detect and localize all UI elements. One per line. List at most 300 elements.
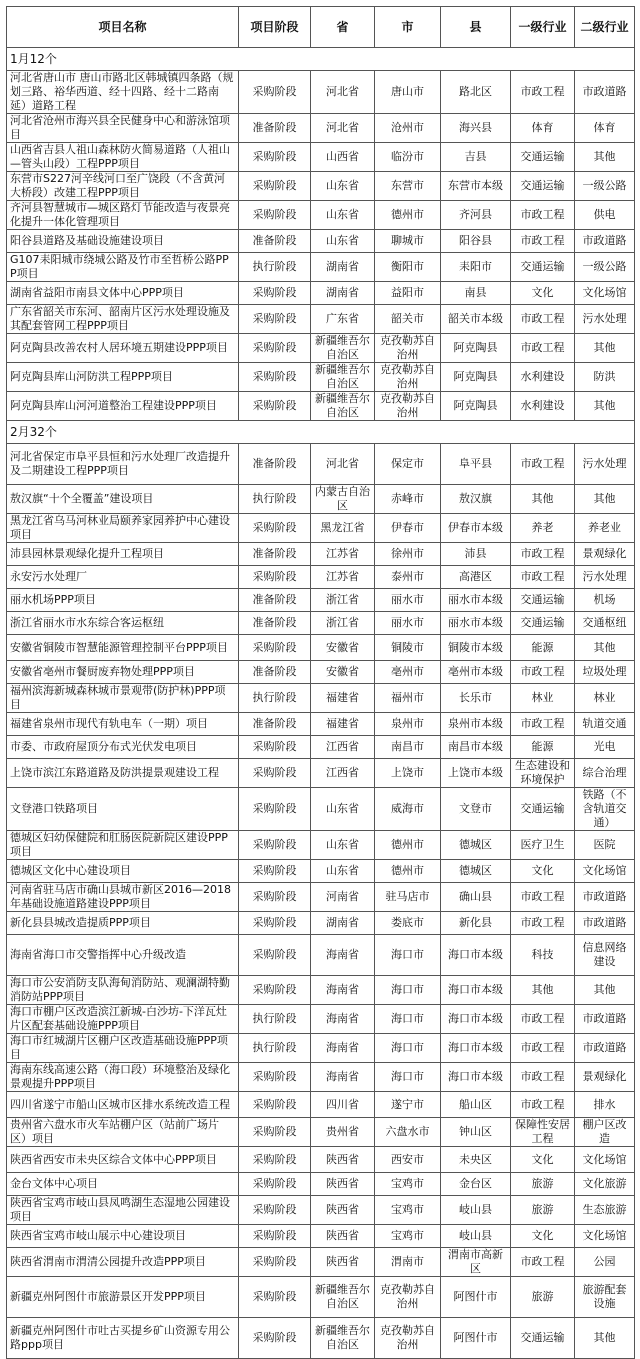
city-cell: 丽水市 [375,589,441,612]
province-cell: 贵州省 [311,1118,375,1147]
stage-cell: 准备阶段 [239,543,311,566]
province-cell: 山东省 [311,860,375,883]
industry-1-cell: 文化 [511,1147,575,1173]
province-cell: 安徽省 [311,635,375,661]
province-cell: 广东省 [311,305,375,334]
industry-2-cell: 市政道路 [575,912,635,935]
province-cell: 陕西省 [311,1147,375,1173]
project-name-cell: 山西省吉县人祖山森林防火简易道路（人祖山—管头山段）工程PPP项目 [7,143,239,172]
county-cell: 文登市 [441,788,511,831]
province-cell: 江苏省 [311,566,375,589]
project-name-cell: 贵州省六盘水市火车站棚户区（站前广场片区）项目 [7,1118,239,1147]
province-cell: 浙江省 [311,589,375,612]
industry-1-cell: 交通运输 [511,172,575,201]
industry-1-cell: 市政工程 [511,71,575,114]
header-stage: 项目阶段 [239,7,311,48]
header-industry-1: 一级行业 [511,7,575,48]
city-cell: 克孜勒苏自治州 [375,363,441,392]
industry-2-cell: 污水处理 [575,444,635,485]
table-row [7,1225,635,1248]
county-cell: 敖汉旗 [441,485,511,514]
industry-1-cell: 交通运输 [511,788,575,831]
county-cell: 丽水市本级 [441,589,511,612]
province-cell: 陕西省 [311,1173,375,1196]
industry-2-cell: 文化场馆 [575,282,635,305]
table-row [7,543,635,566]
city-cell: 海口市 [375,935,441,976]
industry-2-cell: 文化场馆 [575,1225,635,1248]
county-cell: 亳州市本级 [441,661,511,684]
city-cell: 上饶市 [375,759,441,788]
city-cell: 福州市 [375,684,441,713]
table-row [7,514,635,543]
city-cell: 德州市 [375,860,441,883]
project-name-cell: 市委、市政府屋顶分布式光伏发电项目 [7,736,239,759]
header-province: 省 [311,7,375,48]
stage-cell: 采购阶段 [239,635,311,661]
table-header-row [7,7,635,48]
stage-cell: 采购阶段 [239,1248,311,1277]
city-cell: 渭南市 [375,1248,441,1277]
industry-2-cell: 其他 [575,976,635,1005]
stage-cell: 采购阶段 [239,860,311,883]
industry-1-cell: 市政工程 [511,543,575,566]
industry-1-cell: 体育 [511,114,575,143]
province-cell: 新疆维吾尔自治区 [311,1277,375,1318]
province-cell: 新疆维吾尔自治区 [311,363,375,392]
stage-cell: 采购阶段 [239,143,311,172]
city-cell: 克孜勒苏自治州 [375,1277,441,1318]
city-cell: 海口市 [375,976,441,1005]
table-row [7,860,635,883]
city-cell: 六盘水市 [375,1118,441,1147]
county-cell: 阿克陶县 [441,392,511,421]
county-cell: 德城区 [441,831,511,860]
city-cell: 韶关市 [375,305,441,334]
stage-cell: 采购阶段 [239,883,311,912]
stage-cell: 准备阶段 [239,612,311,635]
city-cell: 威海市 [375,788,441,831]
stage-cell: 准备阶段 [239,230,311,253]
table-row [7,282,635,305]
industry-1-cell: 市政工程 [511,713,575,736]
city-cell: 保定市 [375,444,441,485]
stage-cell: 执行阶段 [239,684,311,713]
industry-2-cell: 林业 [575,684,635,713]
industry-2-cell: 供电 [575,201,635,230]
province-cell: 海南省 [311,1005,375,1034]
city-cell: 西安市 [375,1147,441,1173]
table-row [7,736,635,759]
stage-cell: 准备阶段 [239,114,311,143]
industry-1-cell: 水利建设 [511,363,575,392]
county-cell: 德城区 [441,860,511,883]
industry-2-cell: 铁路（不含轨道交通） [575,788,635,831]
county-cell: 铜陵市本级 [441,635,511,661]
project-name-cell: 安徽省亳州市餐厨废弃物处理PPP项目 [7,661,239,684]
city-cell: 德州市 [375,201,441,230]
county-cell: 南县 [441,282,511,305]
city-cell: 宝鸡市 [375,1196,441,1225]
province-cell: 山东省 [311,172,375,201]
section-title: 1月12个 [7,48,635,71]
project-name-cell: 新疆克州阿图什市旅游景区开发PPP项目 [7,1277,239,1318]
city-cell: 唐山市 [375,71,441,114]
city-cell: 亳州市 [375,661,441,684]
table-row [7,1147,635,1173]
industry-2-cell: 旅游配套设施 [575,1277,635,1318]
province-cell: 新疆维吾尔自治区 [311,334,375,363]
industry-2-cell: 市政道路 [575,1034,635,1063]
province-cell: 江西省 [311,759,375,788]
table-row [7,684,635,713]
project-name-cell: 文登港口铁路项目 [7,788,239,831]
project-name-cell: 陕西省西安市未央区综合文体中心PPP项目 [7,1147,239,1173]
industry-2-cell: 文化旅游 [575,1173,635,1196]
section-header-row [7,421,635,444]
province-cell: 河北省 [311,114,375,143]
industry-1-cell: 其他 [511,976,575,1005]
industry-1-cell: 生态建设和环境保护 [511,759,575,788]
table-row [7,661,635,684]
industry-2-cell: 市政道路 [575,883,635,912]
city-cell: 海口市 [375,1005,441,1034]
table-row [7,444,635,485]
project-name-cell: 永安污水处理厂 [7,566,239,589]
stage-cell: 采购阶段 [239,831,311,860]
ppp-project-table [6,6,635,1359]
province-cell: 江苏省 [311,543,375,566]
county-cell: 耒阳市 [441,253,511,282]
project-name-cell: 海口市棚户区改造滨江新城-白沙坊-下洋瓦灶片区配套基础设施PPP项目 [7,1005,239,1034]
industry-1-cell: 市政工程 [511,1248,575,1277]
table-row [7,392,635,421]
project-name-cell: 丽水机场PPP项目 [7,589,239,612]
province-cell: 浙江省 [311,612,375,635]
project-name-cell: 敖汉旗“十个全覆盖”建设项目 [7,485,239,514]
industry-2-cell: 文化场馆 [575,860,635,883]
industry-2-cell: 污水处理 [575,305,635,334]
county-cell: 阿克陶县 [441,363,511,392]
city-cell: 宝鸡市 [375,1173,441,1196]
table-row [7,831,635,860]
county-cell: 确山县 [441,883,511,912]
industry-2-cell: 景观绿化 [575,1063,635,1092]
stage-cell: 采购阶段 [239,305,311,334]
stage-cell: 采购阶段 [239,788,311,831]
industry-2-cell: 交通枢纽 [575,612,635,635]
county-cell: 海口市本级 [441,976,511,1005]
industry-1-cell: 市政工程 [511,912,575,935]
project-name-cell: 海南省海口市交警指挥中心升级改造 [7,935,239,976]
city-cell: 衡阳市 [375,253,441,282]
stage-cell: 采购阶段 [239,1318,311,1359]
industry-1-cell: 交通运输 [511,589,575,612]
city-cell: 铜陵市 [375,635,441,661]
table-row [7,485,635,514]
industry-2-cell: 信息网络建设 [575,935,635,976]
county-cell: 阳谷县 [441,230,511,253]
county-cell: 东营市本级 [441,172,511,201]
city-cell: 德州市 [375,831,441,860]
industry-1-cell: 市政工程 [511,1063,575,1092]
table-row [7,363,635,392]
stage-cell: 准备阶段 [239,661,311,684]
industry-1-cell: 保障性安居工程 [511,1118,575,1147]
industry-2-cell: 其他 [575,1318,635,1359]
city-cell: 驻马店市 [375,883,441,912]
province-cell: 湖南省 [311,912,375,935]
county-cell: 海口市本级 [441,1063,511,1092]
table-row [7,1196,635,1225]
industry-2-cell: 生态旅游 [575,1196,635,1225]
province-cell: 山东省 [311,201,375,230]
county-cell: 岐山县 [441,1196,511,1225]
project-name-cell: 陕西省渭南市渭清公园提升改造PPP项目 [7,1248,239,1277]
industry-2-cell: 体育 [575,114,635,143]
table-row [7,612,635,635]
city-cell: 临汾市 [375,143,441,172]
industry-1-cell: 科技 [511,935,575,976]
table-row [7,1173,635,1196]
table-row [7,172,635,201]
project-name-cell: 陕西省宝鸡市岐山县凤鸣湖生态湿地公园建设项目 [7,1196,239,1225]
project-name-cell: 安徽省铜陵市智慧能源管理控制平台PPP项目 [7,635,239,661]
county-cell: 丽水市本级 [441,612,511,635]
city-cell: 海口市 [375,1063,441,1092]
industry-2-cell: 文化场馆 [575,1147,635,1173]
project-name-cell: 河南省驻马店市确山县城市新区2016—2018年基础设施道路建设PPP项目 [7,883,239,912]
stage-cell: 采购阶段 [239,334,311,363]
header-project-name: 项目名称 [7,7,239,48]
industry-1-cell: 能源 [511,635,575,661]
table-row [7,759,635,788]
industry-1-cell: 市政工程 [511,201,575,230]
project-name-cell: 新化县县城改造提质PPP项目 [7,912,239,935]
table-row [7,713,635,736]
stage-cell: 采购阶段 [239,759,311,788]
province-cell: 海南省 [311,976,375,1005]
industry-2-cell: 其他 [575,392,635,421]
table-row [7,788,635,831]
project-name-cell: 海口市红城湖片区棚户区改造基础设施PPP项目 [7,1034,239,1063]
province-cell: 山西省 [311,143,375,172]
county-cell: 阿图什市 [441,1277,511,1318]
industry-2-cell: 光电 [575,736,635,759]
industry-1-cell: 市政工程 [511,883,575,912]
industry-2-cell: 排水 [575,1092,635,1118]
industry-2-cell: 市政道路 [575,230,635,253]
county-cell: 岐山县 [441,1225,511,1248]
section-title: 2月32个 [7,421,635,444]
project-name-cell: 浙江省丽水市水东综合客运枢纽 [7,612,239,635]
project-name-cell: 福州滨海新城森林城市景观带(防护林)PPP项目 [7,684,239,713]
city-cell: 聊城市 [375,230,441,253]
header-county: 县 [441,7,511,48]
industry-1-cell: 交通运输 [511,143,575,172]
project-name-cell: 东营市S227河辛线河口至广饶段（不含黄河大桥段）改建工程PPP项目 [7,172,239,201]
province-cell: 黑龙江省 [311,514,375,543]
industry-2-cell: 市政道路 [575,1005,635,1034]
county-cell: 路北区 [441,71,511,114]
table-row [7,143,635,172]
stage-cell: 采购阶段 [239,566,311,589]
stage-cell: 采购阶段 [239,976,311,1005]
table-row [7,201,635,230]
county-cell: 吉县 [441,143,511,172]
province-cell: 内蒙古自治区 [311,485,375,514]
header-city: 市 [375,7,441,48]
stage-cell: 执行阶段 [239,1005,311,1034]
province-cell: 河北省 [311,71,375,114]
industry-1-cell: 水利建设 [511,392,575,421]
city-cell: 克孜勒苏自治州 [375,392,441,421]
city-cell: 娄底市 [375,912,441,935]
province-cell: 海南省 [311,1034,375,1063]
project-name-cell: 河北省唐山市 唐山市路北区韩城镇四条路（规划三路、裕华西道、经十四路、经十二路南延）道路工程 [7,71,239,114]
stage-cell: 采购阶段 [239,1225,311,1248]
industry-1-cell: 文化 [511,282,575,305]
industry-2-cell: 公园 [575,1248,635,1277]
stage-cell: 采购阶段 [239,282,311,305]
project-name-cell: 海南东线高速公路（海口段）环境整治及绿化景观提升PPP项目 [7,1063,239,1092]
project-name-cell: 齐河县智慧城市—城区路灯节能改造与夜景亮化提升一体化管理项目 [7,201,239,230]
city-cell: 宝鸡市 [375,1225,441,1248]
industry-2-cell: 综合治理 [575,759,635,788]
industry-1-cell: 市政工程 [511,661,575,684]
industry-1-cell: 交通运输 [511,1318,575,1359]
county-cell: 阿克陶县 [441,334,511,363]
stage-cell: 采购阶段 [239,1277,311,1318]
table-body [7,48,635,1359]
city-cell: 丽水市 [375,612,441,635]
project-name-cell: 阿克陶县库山河河道整治工程建设PPP项目 [7,392,239,421]
project-name-cell: 河北省保定市阜平县恒和污水处理厂改造提升及二期建设工程PPP项目 [7,444,239,485]
table-row [7,114,635,143]
province-cell: 湖南省 [311,253,375,282]
table-row [7,1092,635,1118]
province-cell: 四川省 [311,1092,375,1118]
province-cell: 海南省 [311,1063,375,1092]
stage-cell: 采购阶段 [239,1063,311,1092]
project-name-cell: 四川省遂宁市船山区城市区排水系统改造工程 [7,1092,239,1118]
province-cell: 海南省 [311,935,375,976]
project-name-cell: 福建省泉州市现代有轨电车（一期）项目 [7,713,239,736]
county-cell: 沛县 [441,543,511,566]
project-name-cell: 河北省沧州市海兴县全民健身中心和游泳馆项目 [7,114,239,143]
table-row [7,230,635,253]
stage-cell: 采购阶段 [239,1196,311,1225]
county-cell: 上饶市本级 [441,759,511,788]
industry-1-cell: 市政工程 [511,1034,575,1063]
industry-1-cell: 市政工程 [511,230,575,253]
project-name-cell: 湖南省益阳市南县文体中心PPP项目 [7,282,239,305]
industry-2-cell: 医院 [575,831,635,860]
industry-1-cell: 旅游 [511,1196,575,1225]
province-cell: 陕西省 [311,1248,375,1277]
county-cell: 船山区 [441,1092,511,1118]
table-row [7,589,635,612]
industry-1-cell: 林业 [511,684,575,713]
table-row [7,976,635,1005]
province-cell: 山东省 [311,230,375,253]
stage-cell: 执行阶段 [239,253,311,282]
project-name-cell: G107耒阳城市绕城公路及竹市至哲桥公路PPP项目 [7,253,239,282]
county-cell: 钟山区 [441,1118,511,1147]
table-row [7,1248,635,1277]
section-header-row [7,48,635,71]
table-row [7,1318,635,1359]
stage-cell: 采购阶段 [239,172,311,201]
project-name-cell: 陕西省宝鸡市岐山展示中心建设项目 [7,1225,239,1248]
city-cell: 赤峰市 [375,485,441,514]
project-name-cell: 德城区文化中心建设项目 [7,860,239,883]
project-name-cell: 沛县园林景观绿化提升工程项目 [7,543,239,566]
stage-cell: 采购阶段 [239,912,311,935]
project-name-cell: 黑龙江省乌马河林业局颐养家园养护中心建设项目 [7,514,239,543]
county-cell: 韶关市本级 [441,305,511,334]
province-cell: 福建省 [311,713,375,736]
stage-cell: 执行阶段 [239,1034,311,1063]
city-cell: 泉州市 [375,713,441,736]
city-cell: 克孜勒苏自治州 [375,1318,441,1359]
county-cell: 南昌市本级 [441,736,511,759]
table-row [7,1034,635,1063]
industry-2-cell: 其他 [575,143,635,172]
stage-cell: 采购阶段 [239,514,311,543]
city-cell: 徐州市 [375,543,441,566]
stage-cell: 采购阶段 [239,935,311,976]
county-cell: 长乐市 [441,684,511,713]
county-cell: 海口市本级 [441,935,511,976]
table-row [7,305,635,334]
stage-cell: 采购阶段 [239,1118,311,1147]
industry-1-cell: 旅游 [511,1173,575,1196]
province-cell: 陕西省 [311,1225,375,1248]
county-cell: 海兴县 [441,114,511,143]
project-name-cell: 金台文体中心项目 [7,1173,239,1196]
industry-2-cell: 景观绿化 [575,543,635,566]
province-cell: 陕西省 [311,1196,375,1225]
city-cell: 益阳市 [375,282,441,305]
industry-1-cell: 市政工程 [511,1005,575,1034]
industry-2-cell: 污水处理 [575,566,635,589]
province-cell: 江西省 [311,736,375,759]
table-row [7,334,635,363]
industry-2-cell: 机场 [575,589,635,612]
city-cell: 克孜勒苏自治州 [375,334,441,363]
city-cell: 沧州市 [375,114,441,143]
county-cell: 海口市本级 [441,1034,511,1063]
industry-2-cell: 市政道路 [575,71,635,114]
industry-2-cell: 一级公路 [575,253,635,282]
province-cell: 福建省 [311,684,375,713]
county-cell: 高港区 [441,566,511,589]
project-name-cell: 阿克陶县改善农村人居环境五期建设PPP项目 [7,334,239,363]
header-industry-2: 二级行业 [575,7,635,48]
stage-cell: 采购阶段 [239,363,311,392]
province-cell: 河南省 [311,883,375,912]
province-cell: 河北省 [311,444,375,485]
industry-2-cell: 防洪 [575,363,635,392]
industry-1-cell: 文化 [511,860,575,883]
stage-cell: 采购阶段 [239,736,311,759]
project-name-cell: 阿克陶县库山河防洪工程PPP项目 [7,363,239,392]
industry-1-cell: 旅游 [511,1277,575,1318]
stage-cell: 准备阶段 [239,589,311,612]
county-cell: 新化县 [441,912,511,935]
industry-1-cell: 交通运输 [511,612,575,635]
